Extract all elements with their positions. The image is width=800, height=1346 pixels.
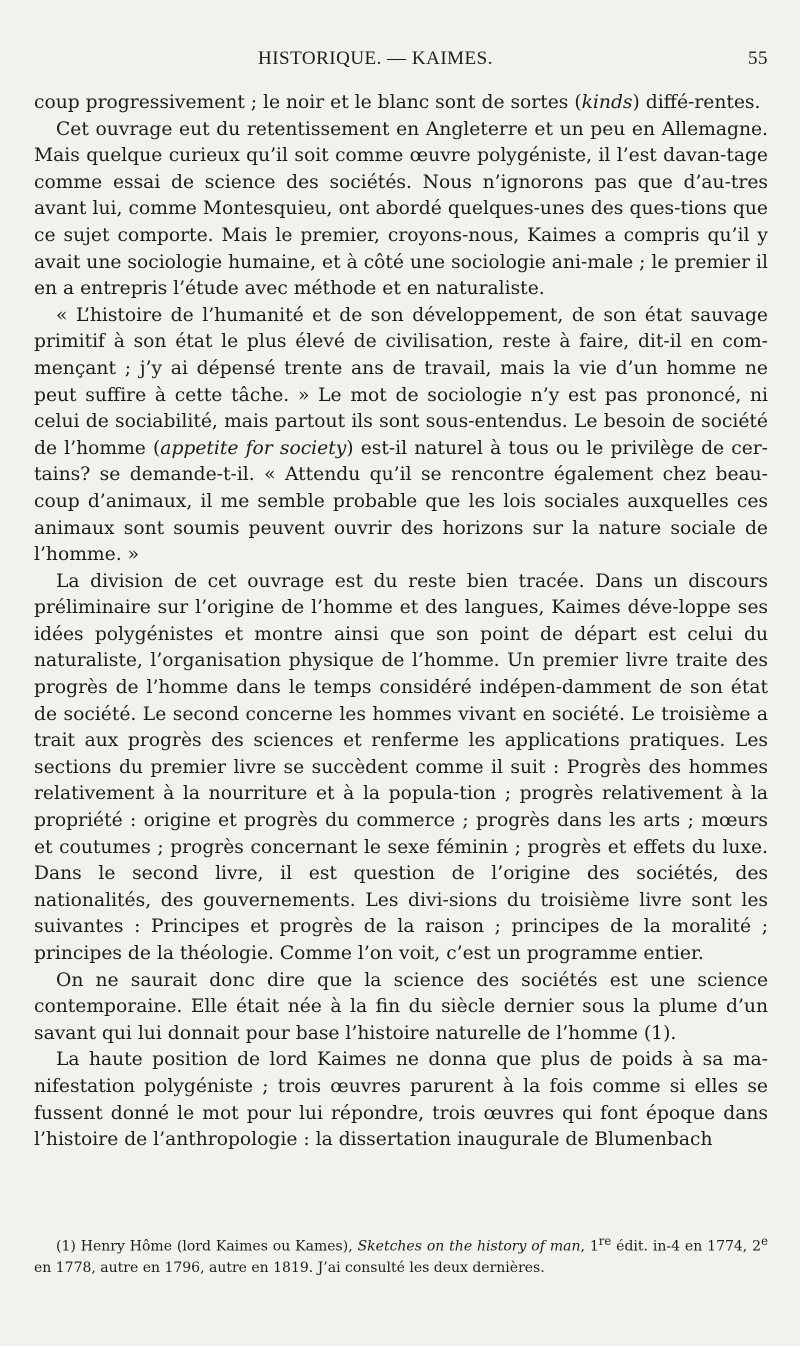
paragraph: La haute position de lord Kaimes ne donna que plus de poids à sa ma-nifestation polygéniste ; trois œuvres parurent à la fois comme si elles se fussent donné le mot pour lui répondre, trois œuvres qui font époque dans l’histoire de l’anthropologie : la dissertation inaugurale de Blumenbach [34, 1049, 768, 1151]
footnote: (1) Henry Hôme (lord Kaimes ou Kames), Sketches on the history of man, 1re édit. in-4 en 1774, 2e en 1778, autre en 1796, autre en 1819. J’ai consulté les deux dernières. [34, 1234, 768, 1276]
superscript: e [761, 1234, 768, 1248]
paragraph: « L’histoire de l’humanité et de son développement, de son état sauvage primitif à son état le plus élevé de civilisation, reste à faire, dit-il en com-mençant ; j’y ai dépensé trente ans de travail, mais la vie d’un homme ne peut suffire à cette tâche. » Le mot de sociologie n’y est pas prononcé, ni celui de sociabilité, mais partout ils sont sous-entendus. Le besoin de société de l’homme (appetite for society) est-il naturel à tous ou le privilège de cer-tains? se demande-t-il. « Attendu qu’il se rencontre également chez beau-coup d’animaux, il me semble probable que les lois sociales auxquelles ces animaux sont soumis peuvent ouvrir des horizons sur la nature sociale de l’homme. » [34, 304, 768, 566]
italic-title: appetite for society [160, 437, 347, 459]
paragraph: Cet ouvrage eut du retentissement en Angleterre et un peu en Allemagne. Mais quelque curieux qu’il soit comme œuvre polygéniste, il l’est davan-tage comme essai de science des sociétés. Nous n’ignorons pas que d’au-tres avant lui, comme Montesquieu, ont abordé quelques-unes des ques-tions que ce sujet comporte. Mais le premier, croyons-nous, Kaimes a compris qu’il y avait une sociologie humaine, et à côté une sociologie ani-male ; le premier il en a entrepris l’étude avec méthode et en naturaliste. [34, 118, 768, 300]
running-head: HISTORIQUE. — KAIMES. [258, 48, 493, 69]
page-header [34, 48, 768, 74]
italic-title: Sketches on the history of man [357, 1238, 581, 1255]
paragraph: coup progressivement ; le noir et le blanc sont de sortes (kinds) diffé-rentes. [34, 92, 761, 113]
paragraph: La division de cet ouvrage est du reste bien tracée. Dans un discours préliminaire sur l’origine de l’homme et des langues, Kaimes déve-loppe ses idées polygénistes et montre ainsi que son point de départ est celui du naturaliste, l’organisation physique de l’homme. Un premier livre traite des progrès de l’homme dans le temps considéré indépen-damment de son état de société. Le second concerne les hommes vivant en société. Le troisième a trait aux progrès des sciences et renferme les applications pratiques. Les sections du premier livre se succèdent comme il suit : Progrès des hommes relativement à la nourriture et à la popula-tion ; progrès relativement à la propriété : origine et progrès du commerce ; progrès dans les arts ; mœurs et coutumes ; progrès concernant le sexe féminin ; progrès et effets du luxe. Dans le second livre, il est question de l’origine des sociétés, des nationalités, des gouvernements. Les divi-sions du troisième livre sont les suivantes : Principes et progrès de la raison ; principes de la moralité ; principes de la théologie. Comme l’on voit, c’est un programme entier. [34, 570, 768, 964]
footnotes [34, 1231, 768, 1279]
body-text [34, 90, 768, 1154]
paragraph: On ne saurait donc dire que la science des sociétés est une science contemporaine. Elle était née à la fin du siècle dernier sous la plume d’un savant qui lui donnait pour base l’histoire naturelle de l’homme (1). [34, 969, 768, 1044]
italic-title: kinds [581, 92, 633, 113]
superscript: re [598, 1234, 612, 1248]
page-number: 55 [748, 48, 768, 69]
